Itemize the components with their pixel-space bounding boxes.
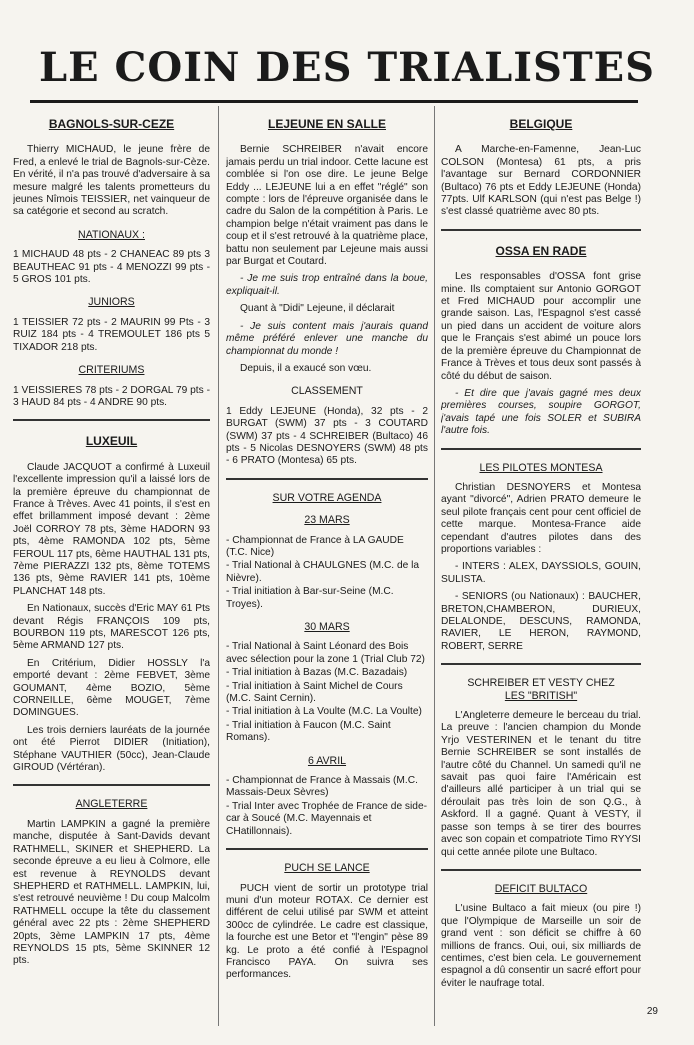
article-text: PUCH vient de sortir un prototype trial muni d'un moteur ROTAX. Ce dernier est différent de celui utilisé par SWM et atteint 300cc de cylindrée. Le cadre est classique, la fourche est une Betor et "l'engin" pèse 89 kg. Le proto a été confié à l'Espagnol Francisco PAYA. On suivra ses performances. <box>226 882 428 981</box>
results-text: 1 MICHAUD 48 pts - 2 CHANEAC 89 pts 3 BEAUTHEAC 91 pts - 4 MENOZZI 99 pts - 5 GROS 101 pts. <box>13 249 210 286</box>
section-heading-angleterre: ANGLETERRE <box>75 798 148 811</box>
article-text: A Marche-en-Famenne, Jean-Luc COLSON (Montesa) 61 pts, a pris l'avantage sur Bernard CORDONNIER (Bultaco) 76 pts et Eddy LEJEUNE (Honda) 77pts. Ulf KARLSON (qui n'est pas Belge !) s'est classé quatrième avec 80 pts. <box>441 144 641 218</box>
agenda-item: - Trial National à Saint Léonard des Bois avec sélection pour la zone 1 (Trial Club 72) <box>226 641 425 665</box>
subheading-juniors: JUNIORS <box>88 296 135 309</box>
article-text: Christian DESNOYERS et Montesa ayant "divorcé", Adrien PRATO demeure le seul pilote français cent pour cent officiel de cette marque. Montesa-France aide cependant d'autres pilotes dans des proportions variables : <box>441 481 641 555</box>
agenda-item: - Trial National à CHAULGNES (M.C. de la Nièvre). <box>226 560 420 584</box>
article-text: - SENIORS (ou Nationaux) : BAUCHER, BRETON,CHAMBERON, DURIEUX, DELALONDE, DESCUNS, RAMONDA, RAVIER, LE HERON, RAYMOND, ROBERT, SERRE <box>441 591 641 652</box>
subheading-nationaux: NATIONAUX : <box>78 228 145 241</box>
article-text: Thierry MICHAUD, le jeune frère de Fred, a enlevé le trial de Bagnols-sur-Cèze. En vérité, il n'a pas trouvé d'adversaire à sa mesure malgré les talents prometteurs du jeunes Nîmois TEISSIER, net vainqueur de sa catégorie et second au scratch. <box>13 144 210 218</box>
agenda-item: - Trial initiation à Faucon (M.C. Saint Romans). <box>226 719 391 744</box>
agenda-item: - Trial initiation à Bazas (M.C. Bazadais) <box>226 667 408 679</box>
column-middle <box>226 106 428 1036</box>
results-text: 1 TEISSIER 72 pts - 2 MAURIN 99 Pts - 3 RUIZ 184 pts - 4 TREMOULET 186 pts 5 TIXADOR 218 pts. <box>13 316 210 353</box>
quote-text: - Je me suis trop entraîné dans la boue, expliquait-il. <box>226 273 428 297</box>
article-text: - INTERS : ALEX, DAYSSIOLS, GOUIN, SULISTA. <box>441 561 641 585</box>
column-divider <box>218 106 219 1026</box>
agenda-item: - Championnat de France à LA GAUDE (T.C. Nice) <box>226 534 404 558</box>
date-heading: 6 AVRIL <box>307 754 347 767</box>
date-heading: 23 MARS <box>304 514 350 527</box>
quote-text: - Je suis content mais j'aurais quand même préféré enlever une manche du championnat du monde ! <box>226 320 428 357</box>
results-text: 1 Eddy LEJEUNE (Honda), 32 pts - 2 BURGAT (SWM) 37 pts - 3 COUTARD (SWM) 37 pts - 4 SCHREIBER (Bultaco) 46 pts - 5 Nicolas DESNOYERS (SWM) 48 pts - 6 PRATO (Montesa) 65 pts. <box>226 405 428 467</box>
section-heading-montesa: LES PILOTES MONTESA <box>479 461 603 474</box>
article-text: Bernie SCHREIBER n'avait encore jamais perdu un trial indoor. Cette lacune est comblée si l'on ose dire. Le jeune Belge Eddy ... LEJEUNE lui a en effet "réglé" son compte : lors de l'épreuve organisée dans le cadre du Salon de la compétition à Paris. Le champion belge n'était vraiment pas dans le coup et il s'est retrouvé à la quatrième place, battu non seulement par Lejeune mais aussi par Burgat et Coutard. <box>226 144 428 268</box>
column-divider <box>434 106 435 1026</box>
column-right <box>441 106 641 1036</box>
article-text: Martin LAMPKIN a gagné la première manche, disputée à Sant-Davids devant RATHMELL, SKINER et SHEPHERD. La seconde épreuve a eu lieu à Colmore, elle est revenue à REYNOLDS devant SHEPHERD et RATHMELL. LAMPKIN, lui, s'est retrouvé neuvième ! Du coup Malcolm RATHMELL occupe la tête du classement général avec 22 pts : 2ème SHEPHERD 20pts, 3ème LAMPKIN 17 pts, 4ème REYNOLDS 15 pts, 5ème SKINNER 12 pts. <box>13 818 210 967</box>
article-text: Claude JACQUOT a confirmé à Luxeuil l'excellente impression qu'il a laissé lors de la première épreuve du championnat de France à Trèves. Avec 41 points, il s'est en effet brillamment imposé devant : 2ème Joël CORROY 78 pts, 3ème HADORN 93 pts, 4ème RAMONDA 102 pts, 5ème FEROUL 117 pts, 6ème HAUTHAL 131 pts, 7ème PIERAZZI 132 pts, 8ème TOTEMS 136 pts, 9ème RAVIER 141 pts, 10ème PLANCHAT 148 pts. <box>13 461 210 597</box>
article-text: Quant à "Didi" Lejeune, il déclarait <box>240 303 395 315</box>
section-heading-bagnols: BAGNOLS-SUR-CEZE <box>48 117 175 131</box>
subheading-criteriums: CRITERIUMS <box>78 364 145 377</box>
section-heading-lejeune: LEJEUNE EN SALLE <box>267 117 387 131</box>
article-text: En Nationaux, succès d'Eric MAY 61 Pts devant Régis FRANÇOIS 109 pts, BOURBON 119 pts, MARESCOT 126 pts, 5ème ARMAND 127 pts. <box>13 603 210 652</box>
subheading-classement: CLASSEMENT <box>291 385 363 398</box>
article-text: L'usine Bultaco a fait mieux (ou pire !) que l'Olympique de Marseille un soir de grand vent : son déficit se chiffre à 60 millions de francs. Oui, oui, six milliards de centimes, c'est bien cela. Le gouvernement espagnol a dû consentir un sacré effort pour éviter le naufrage total. <box>441 903 641 989</box>
quote-text: - Et dire que j'avais gagné mes deux premières courses, soupire GORGOT, j'avais tapé une fois SOLER et SUBIRA l'autre fois. <box>441 387 641 437</box>
column-left <box>13 106 210 1036</box>
page-title: LE COIN DES TRIALISTES <box>38 44 656 91</box>
agenda-item: - Trial Inter avec Trophée de France de side-car à Soucé (M.C. Mayennais et CHatillonnais). <box>226 800 428 837</box>
article-text: Depuis, il a exaucé son vœu. <box>240 362 372 374</box>
page-number: 29 <box>646 1006 658 1017</box>
article-text: Les responsables d'OSSA font grise mine. Ils comptaient sur Antonio GORGOT et Fred MICHAUD pour accomplir une grande saison. Las, l'Espagnol s'est cassé un pied dans un accident de voiture alors que le Français s'est abimé un pouce lors de la première épreuve du Championnat de France à Trèves et tous deux sont passés à côté du début de saison. <box>441 271 641 382</box>
article-text: L'Angleterre demeure le berceau du trial. La preuve : l'ancien champion du Monde Yrjo VESTERINEN et le tenant du titre Bernie SCHREIBER se sont installés de l'autre côté du Channel. Un samedi qu'il ne savait pas quoi faire l'Américain est d'ailleurs allé participer à un trial qui se déroulait pas très loin de son Q.G., à Askford. Il a gagné. Quant à VESTY, il passe son temps à se tirer des bourres avec son copain et compatriote Timo RYYSI qui cette année pilote une Bultaco. <box>441 710 641 858</box>
section-heading-schreiber-line2: LES "BRITISH" <box>504 689 578 702</box>
article-text: Les trois derniers lauréats de la journée ont été Pierrot DIDIER (Initiation), Stéphane VAUTHIER (50cc), Jean-Claude GIROUD (Vértéran). <box>13 724 210 774</box>
agenda-item: - Trial initiation à La Voulte (M.C. La Voulte) <box>226 706 422 718</box>
date-heading: 30 MARS <box>304 621 350 633</box>
title-rule <box>30 100 638 103</box>
agenda-item: - Trial initiation à Bar-sur-Seine (M.C. Troyes). <box>226 586 394 610</box>
agenda-item: - Trial initiation à Saint Michel de Cours (M.C. Saint Cernin). <box>226 680 403 705</box>
agenda-item: - Championnat de France à Massais (M.C. Massais-Deux Sèvres) <box>226 775 418 799</box>
results-text: 1 VEISSIERES 78 pts - 2 DORGAL 79 pts - 3 HAUD 84 pts - 4 ANDRE 90 pts. <box>13 384 210 408</box>
section-heading-schreiber: SCHREIBER ET VESTY CHEZ <box>467 677 615 690</box>
section-heading-luxeuil: LUXEUIL <box>85 434 138 449</box>
section-heading-belgique: BELGIQUE <box>509 117 573 131</box>
section-heading-agenda: SUR VOTRE AGENDA <box>272 491 382 504</box>
section-heading-puch: PUCH SE LANCE <box>284 862 370 875</box>
article-text: En Critérium, Didier HOSSLY l'a emporté devant : 2ème FEBVET, 3ème GOUMANT, 4ème BOZIO, 5ème CORNEILLE, 6ème MOUGET, 7ème DOMINGUES. <box>13 657 210 719</box>
section-heading-deficit: DEFICIT BULTACO <box>494 882 588 895</box>
section-heading-ossa: OSSA EN RADE <box>495 243 587 258</box>
